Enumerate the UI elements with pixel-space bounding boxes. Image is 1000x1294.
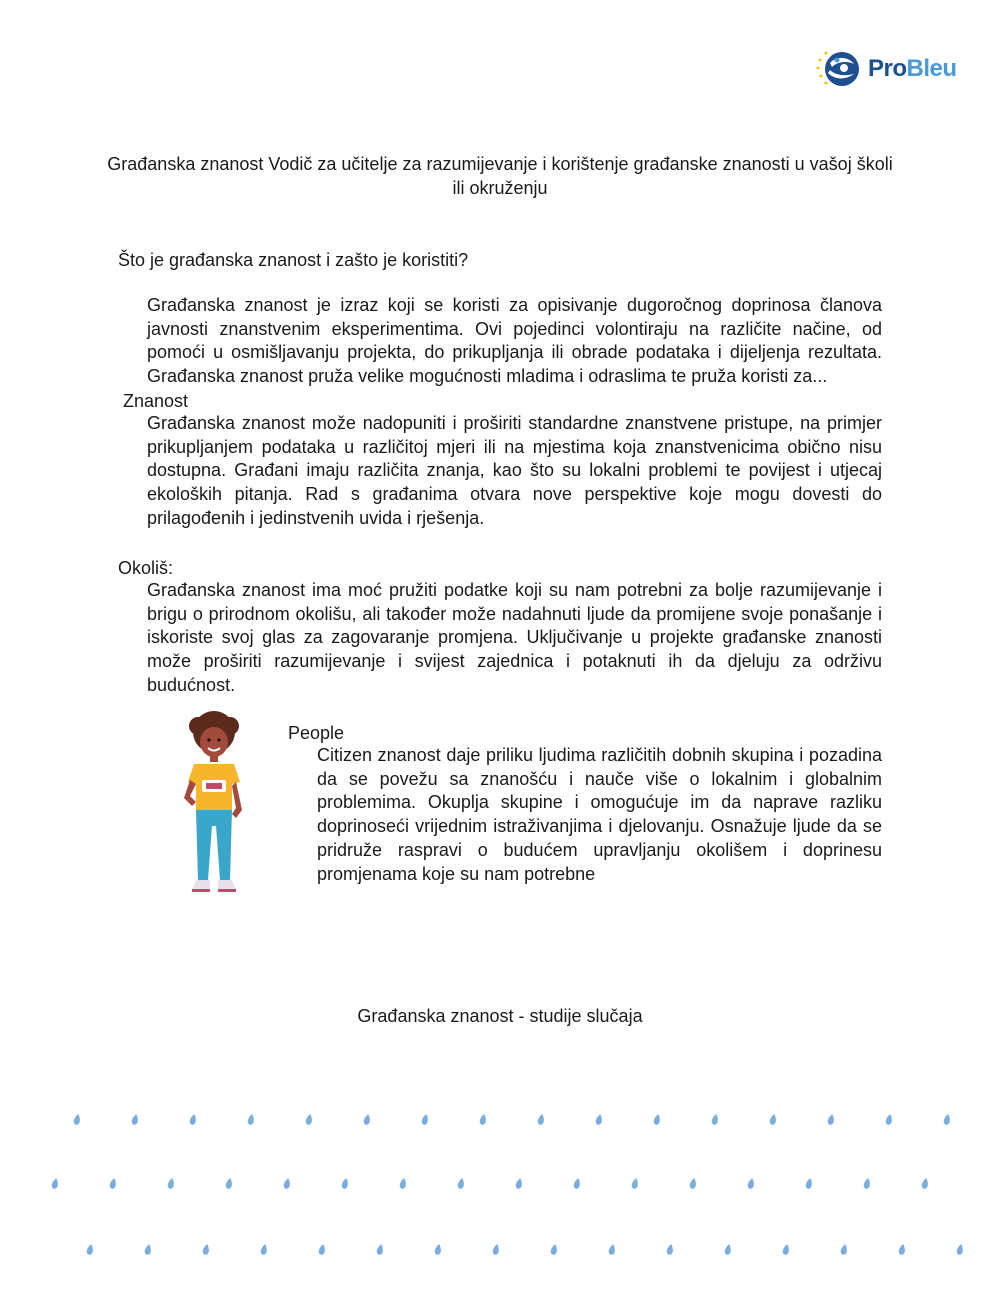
section-text-people: Citizen znanost daje priliku ljudima različitih dobnih skupina i pozadina da se povežu sa znanošću i nauče više o lokalnim i globalnim problemima. Okuplja skupine i omogućuje im da naprave razliku doprinoseći vrijednim istraživanjima i djelovanju. Osnažuje ljude da se pridruže raspravi o budućem upravljanju okolišem i doprinesu promjenama koje su nam potrebne bbox=[317, 745, 882, 884]
water-drop-icon bbox=[86, 1244, 94, 1256]
child-figure-icon bbox=[178, 710, 250, 895]
water-drops-decoration bbox=[0, 1100, 1000, 1270]
water-drop-icon bbox=[305, 1114, 313, 1126]
water-drop-icon bbox=[399, 1178, 407, 1190]
section-heading-science: Znanost bbox=[123, 391, 189, 411]
section-text-environment: Građanska znanost ima moć pružiti podatke koji su nam potrebni za bolje razumijevanje i brigu o prirodnom okolišu, ali također može nadahnuti ljude da promijene svoje ponašanje i iskoriste svoj glas za zagovaranje promjena. Uključivanje u projekte građanske znanosti može proširiti razumijevanje i svijest zajednica i potaknuti ih da djeluju za održivu budućnost. bbox=[147, 580, 882, 695]
logo-text-pro: Pro bbox=[868, 55, 907, 82]
logo-text bbox=[868, 55, 957, 83]
water-drop-icon bbox=[595, 1114, 603, 1126]
water-drop-icon bbox=[515, 1178, 523, 1190]
water-drop-icon bbox=[283, 1178, 291, 1190]
water-drop-icon bbox=[898, 1244, 906, 1256]
water-drop-icon bbox=[956, 1244, 964, 1256]
probleu-emblem-icon bbox=[814, 46, 864, 92]
water-drop-icon bbox=[189, 1114, 197, 1126]
water-drop-icon bbox=[376, 1244, 384, 1256]
water-drop-icon bbox=[363, 1114, 371, 1126]
logo-text-bleu: Bleu bbox=[906, 55, 957, 82]
water-drop-icon bbox=[51, 1178, 59, 1190]
water-drop-icon bbox=[666, 1244, 674, 1256]
water-drop-icon bbox=[341, 1178, 349, 1190]
section-text-science: Građanska znanost može nadopuniti i proširiti standardne znanstvene pristupe, na primjer prikupljanjem podataka u različitoj mjeri ili na mjestima koja znanstvenicima obično nisu dostupna. Građani imaju različita znanja, kao što su lokalni problemi te povijest i utjecaj ekoloških pitanja. Rad s građanima otvara nove perspektive koje mogu dovesti do prilagođenih i jedinstvenih uvida i rješenja. bbox=[147, 413, 882, 528]
water-drop-icon bbox=[782, 1244, 790, 1256]
water-drop-icon bbox=[457, 1178, 465, 1190]
water-drop-icon bbox=[479, 1114, 487, 1126]
water-drop-icon bbox=[724, 1244, 732, 1256]
water-drop-icon bbox=[840, 1244, 848, 1256]
water-drop-icon bbox=[73, 1114, 81, 1126]
section-heading-environment: Okoliš: bbox=[118, 558, 174, 578]
water-drop-icon bbox=[827, 1114, 835, 1126]
case-studies-title: Građanska znanost - studije slučaja bbox=[357, 1006, 643, 1026]
water-drop-icon bbox=[131, 1114, 139, 1126]
water-drop-icon bbox=[225, 1178, 233, 1190]
water-drop-icon bbox=[863, 1178, 871, 1190]
water-drop-icon bbox=[537, 1114, 545, 1126]
intro-paragraph: Građanska znanost je izraz koji se koristi za opisivanje dugoročnog doprinosa članova javnosti znanstvenim eksperimentima. Ovi pojedinci volontiraju na različite načine, od pomoći u osmišljavanju projekta, do prikupljanja ili obrade podataka i dijeljenja rezultata. Građanska znanost pruža velike mogućnosti mladima i odraslima te pruža koristi za... bbox=[147, 295, 882, 387]
water-drop-icon bbox=[943, 1114, 951, 1126]
water-drop-icon bbox=[421, 1114, 429, 1126]
water-drop-icon bbox=[631, 1178, 639, 1190]
water-drop-icon bbox=[260, 1244, 268, 1256]
water-drop-icon bbox=[608, 1244, 616, 1256]
water-drop-icon bbox=[885, 1114, 893, 1126]
water-drop-icon bbox=[247, 1114, 255, 1126]
water-drop-icon bbox=[769, 1114, 777, 1126]
probleu-logo bbox=[814, 46, 964, 92]
water-drop-icon bbox=[492, 1244, 500, 1256]
water-drop-icon bbox=[550, 1244, 558, 1256]
intro-heading: Što je građanska znanost i zašto je koristiti? bbox=[118, 250, 469, 270]
water-drop-icon bbox=[573, 1178, 581, 1190]
child-figure-illustration bbox=[178, 710, 250, 895]
water-drop-icon bbox=[921, 1178, 929, 1190]
water-drop-icon bbox=[202, 1244, 210, 1256]
water-drop-icon bbox=[144, 1244, 152, 1256]
water-drop-icon bbox=[653, 1114, 661, 1126]
water-drop-icon bbox=[805, 1178, 813, 1190]
water-drop-icon bbox=[167, 1178, 175, 1190]
water-drop-icon bbox=[711, 1114, 719, 1126]
document-title: Građanska znanost Vodič za učitelje za razumijevanje i korištenje građanske znanosti u vašoj školi ili okruženju bbox=[107, 154, 893, 198]
water-drop-icon bbox=[318, 1244, 326, 1256]
water-drop-icon bbox=[747, 1178, 755, 1190]
water-drop-icon bbox=[109, 1178, 117, 1190]
water-drop-icon bbox=[434, 1244, 442, 1256]
section-heading-people: People bbox=[288, 723, 345, 743]
water-drop-icon bbox=[689, 1178, 697, 1190]
